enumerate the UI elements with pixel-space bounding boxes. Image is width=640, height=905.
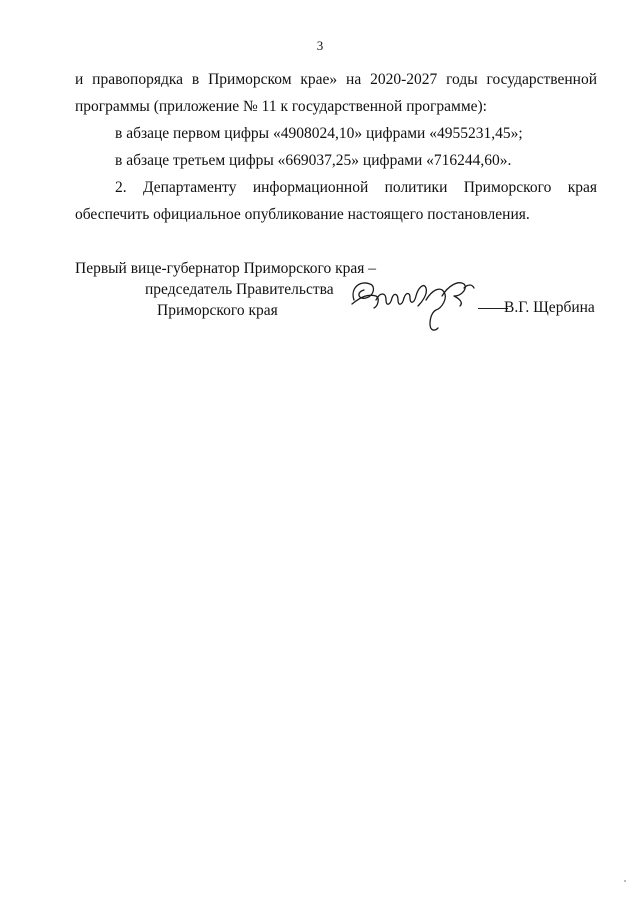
signer-name: В.Г. Щербина xyxy=(504,299,595,316)
signatory-title-line-1: Первый вице-губернатор Приморского края – xyxy=(75,260,377,277)
handwritten-signature xyxy=(346,266,486,336)
paragraph-1-line-1: и правопорядка в Приморском крае» на 2020-2027 годы государственной xyxy=(75,71,597,88)
paragraph-3: в абзаце третьем цифры «669037,25» цифрами «716244,60». xyxy=(115,152,512,169)
paragraph-4-line-2: обеспечить официальное опубликование настоящего постановления. xyxy=(75,206,530,223)
signatory-title-line-3: Приморского края xyxy=(157,302,278,319)
paragraph-4-line-1: 2. Департаменту информационной политики Приморского края xyxy=(115,179,597,196)
document-body xyxy=(75,66,597,228)
signatory-title-line-2: председатель Правительства xyxy=(145,281,334,298)
page-number: 3 xyxy=(316,38,324,53)
paragraph-1-line-2: программы (приложение № 11 к государственной программе): xyxy=(75,98,487,115)
scan-artifact-dot xyxy=(624,880,626,882)
paragraph-2: в абзаце первом цифры «4908024,10» цифрами «4955231,45»; xyxy=(115,125,523,142)
signatory-title xyxy=(75,258,376,321)
